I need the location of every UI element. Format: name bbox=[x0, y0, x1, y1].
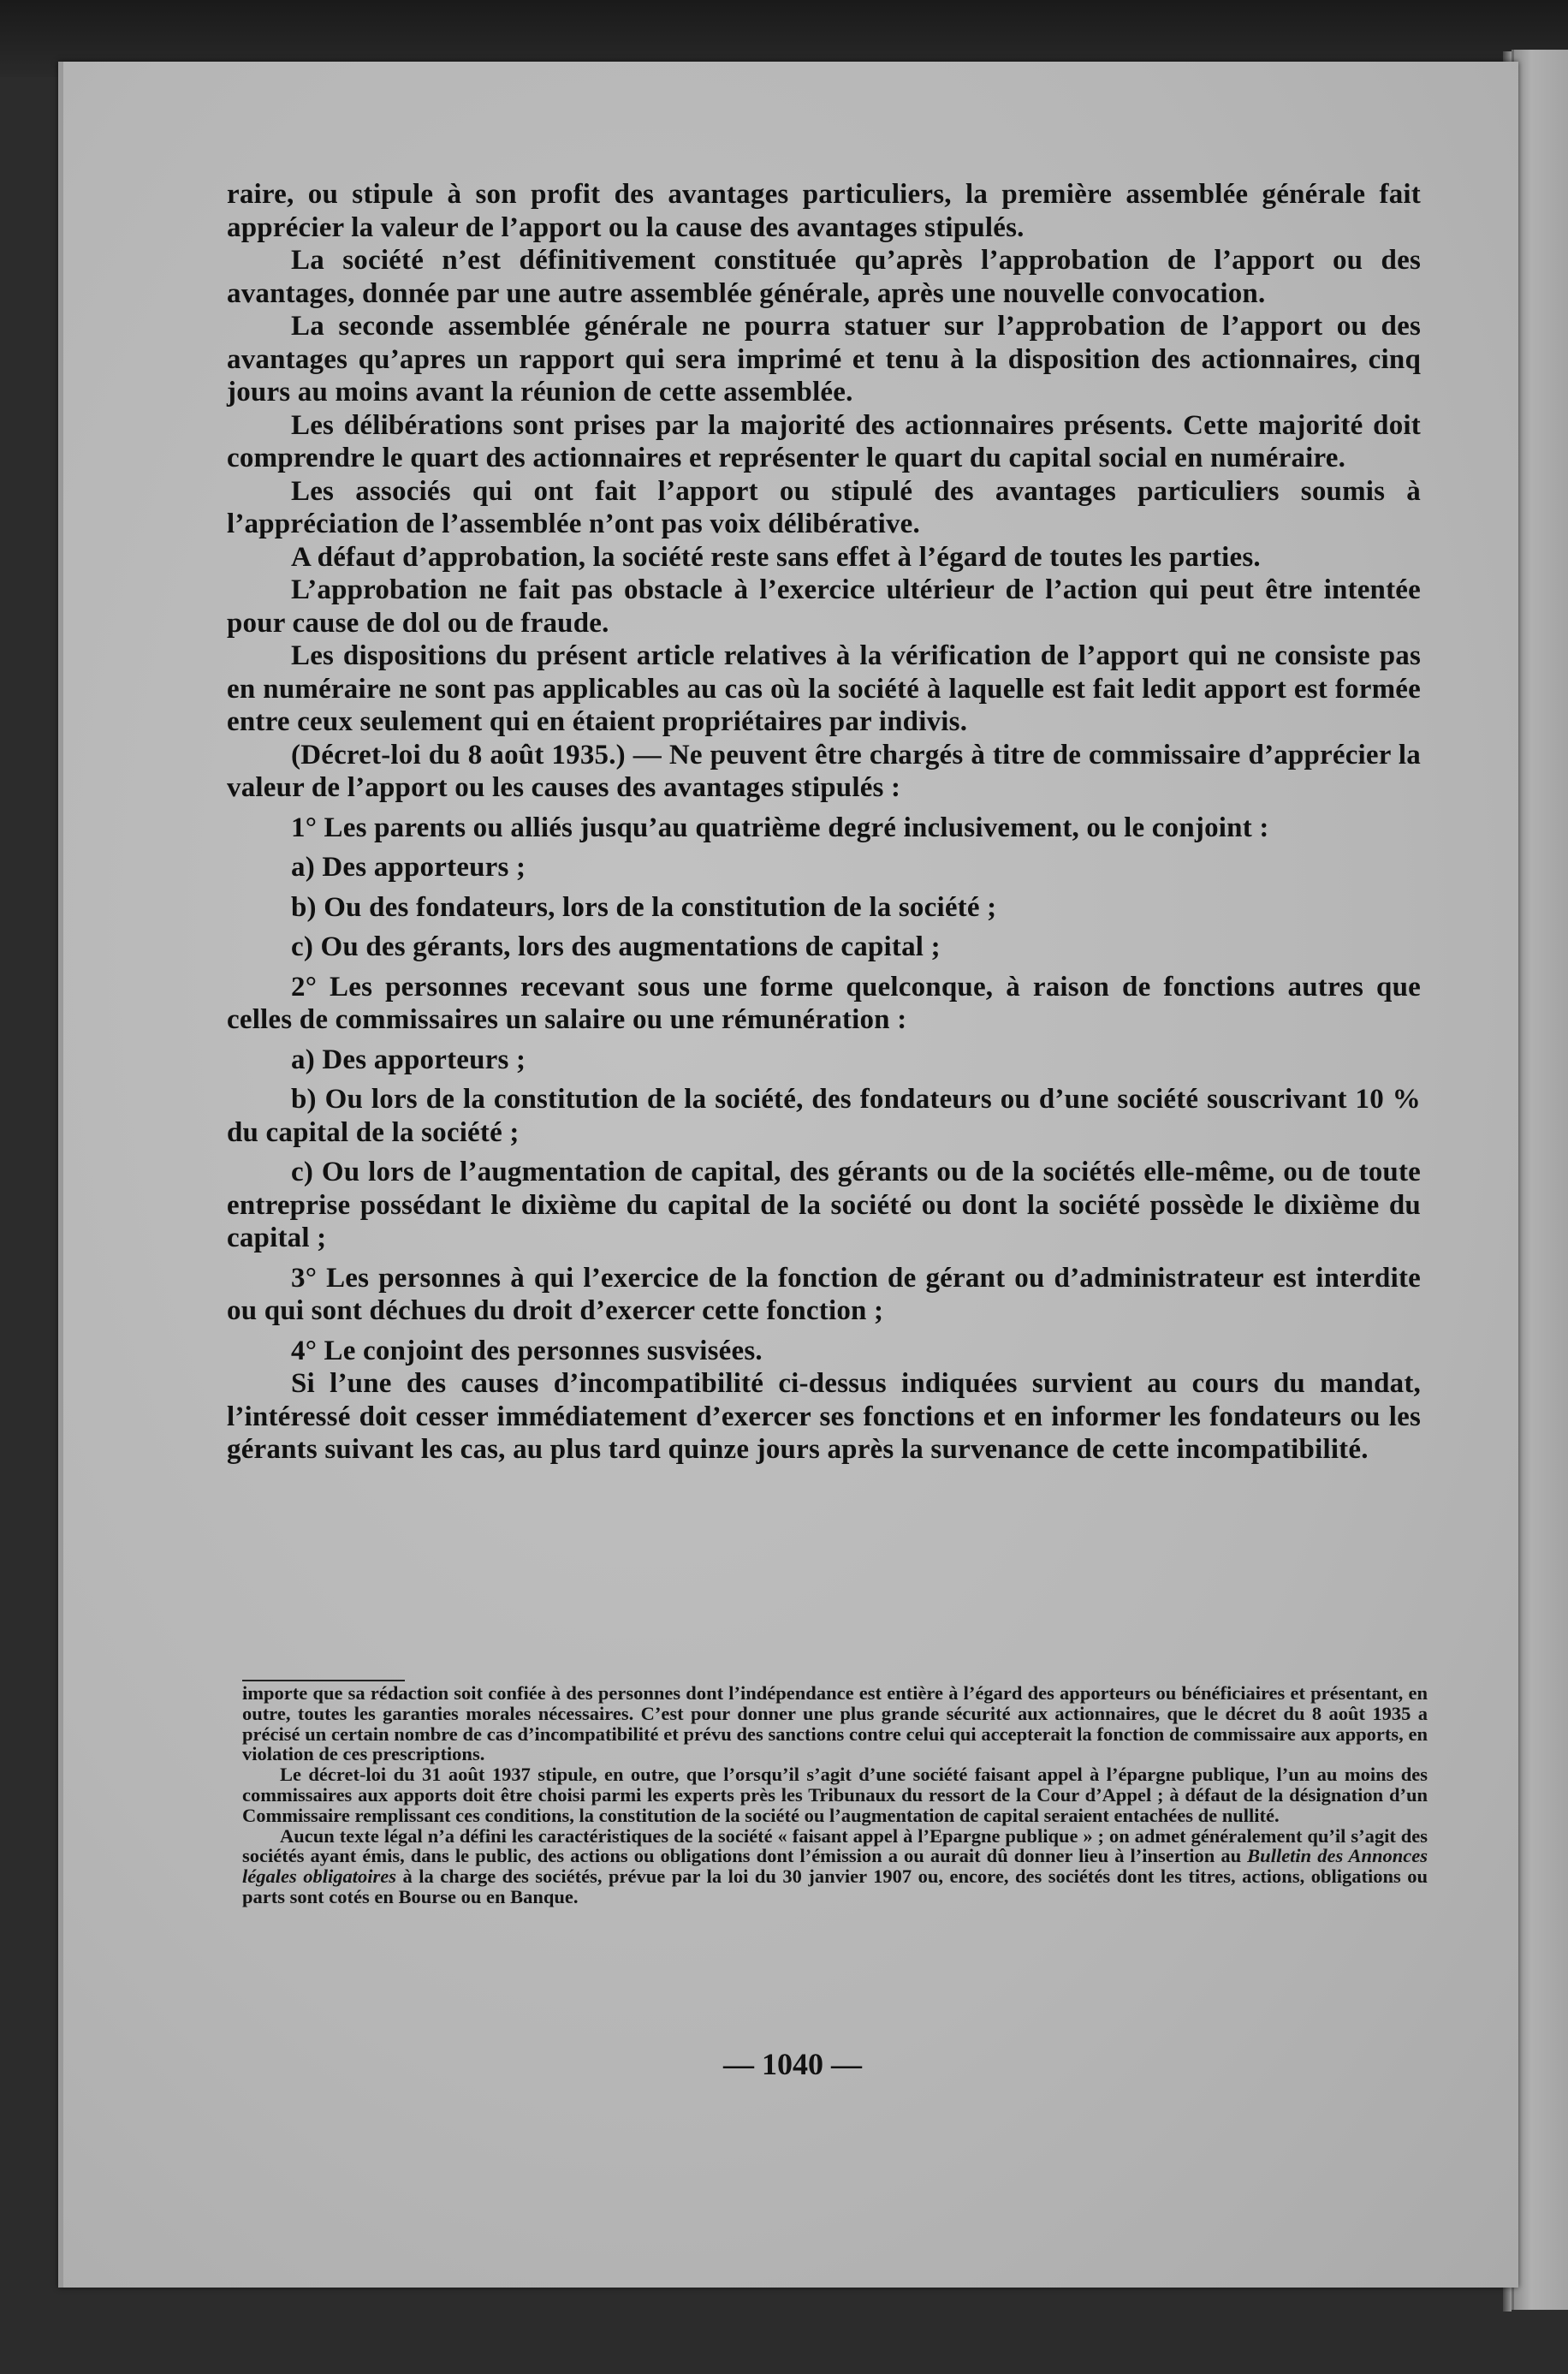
list-subitem: c) Ou lors de l’augmentation de capital, des gérants ou de la sociétés elle-même, ou de toute entreprise possédant le dixième du capital de la société ou dont la société possède le dixième du capital ; bbox=[227, 1157, 1421, 1253]
footnote-italic-title: Bulletin des Annonces légales obligatoires bbox=[242, 1845, 1428, 1888]
paragraph: Les dispositions du présent article relatives à la vérification de l’apport qui ne consiste pas en numéraire ne sont pas applicables au cas où la société à laquelle est fait ledit apport est formée entre ceux seulement qui en étaient propriétaires par indivis. bbox=[227, 640, 1421, 737]
adjacent-page-edge bbox=[1512, 50, 1568, 2310]
paragraph: La seconde assemblée générale ne pourra statuer sur l’approbation de l’apport ou des avantages qu’apres un rapport qui sera imprimé et tenu à la disposition des actionnaires, cinq jours au moins avant la réunion de cette assemblée. bbox=[227, 311, 1421, 408]
paragraph: La société n’est définitivement constituée qu’après l’approbation de l’apport ou des avantages, donnée par une autre assemblée générale, après une nouvelle convocation. bbox=[227, 245, 1421, 309]
paragraph: L’approbation ne fait pas obstacle à l’exercice ultérieur de l’action qui peut être intentée pour cause de dol ou de fraude. bbox=[227, 574, 1421, 639]
list-item: 2° Les personnes recevant sous une forme quelconque, à raison de fonctions autres que celles de commissaires un salaire ou une rémunération : bbox=[227, 971, 1421, 1035]
main-text bbox=[227, 178, 1421, 1467]
list-item: 1° Les parents ou alliés jusqu’au quatrième degré inclusivement, ou le conjoint : bbox=[291, 812, 1269, 843]
list-subitem: b) Ou des fondateurs, lors de la constitution de la société ; bbox=[291, 891, 997, 923]
list-subitem: c) Ou des gérants, lors des augmentations de capital ; bbox=[291, 931, 941, 962]
list-item: 4° Le conjoint des personnes susvisées. bbox=[291, 1335, 763, 1366]
list-subitem: a) Des apporteurs ; bbox=[291, 852, 526, 883]
paragraph: A défaut d’approbation, la société reste sans effet à l’égard de toutes les parties. bbox=[291, 541, 1261, 573]
paragraph: Les délibérations sont prises par la majorité des actionnaires présents. Cette majorité doit comprendre le quart des actionnaires et représenter le quart du capital social en numéraire. bbox=[227, 409, 1421, 473]
list-subitem: a) Des apporteurs ; bbox=[291, 1044, 526, 1075]
list-subitem: b) Ou lors de la constitution de la société, des fondateurs ou d’une société souscrivant 10 % du capital de la société ; bbox=[227, 1084, 1421, 1148]
footnote-paragraph: importe que sa rédaction soit confiée à des personnes dont l’indépendance est entière à l’égard des apporteurs ou bénéficiaires et présentant, en outre, toutes les garanties morales nécessaires. C’est pour donner une plus grande sécurité aux actionnaires, que le décret du 8 août 1935 a précisé un certain nombre de cas d’incompatibilité et prévu des sanctions contre celui qui accepterait la fonction de commissaire aux apports, en violation de ces prescriptions. bbox=[242, 1682, 1428, 1765]
page-number: — 1040 — bbox=[723, 2047, 862, 2081]
paragraph: raire, ou stipule à son profit des avantages particuliers, la première assemblée générale fait apprécier la valeur de l’apport ou la cause des avantages stipulés. bbox=[227, 179, 1421, 243]
paragraph: (Décret-loi du 8 août 1935.) — Ne peuvent être chargés à titre de commissaire d’apprécier la valeur de l’apport ou les causes des avantages stipulés : bbox=[227, 739, 1421, 803]
footnotes bbox=[242, 1683, 1428, 1907]
footnote-divider bbox=[242, 1680, 405, 1681]
footnote-paragraph bbox=[242, 1826, 1428, 1907]
footnote-paragraph: Le décret-loi du 31 août 1937 stipule, en outre, que l’orsqu’il s’agit d’une société faisant appel à l’épargne publique, l’un au moins des commissaires aux apports doit être choisi parmi les experts près les Tribunaux du ressort de la Cour d’Appel ; à défaut de la désignation d’un Commissaire remplissant ces conditions, la constitution de la société ou l’augmentation de capital seraient entachées de nullité. bbox=[242, 1764, 1428, 1826]
footnote-text: Aucun texte légal n’a défini les caractéristiques de la société « faisant appel à l’Epargne publique » ; on admet généralement qu’il s’agit des sociétés ayant émis, dans le public, des actions ou obligations dont l’émission a ou aurait dû donner lieu à l’insertion au bbox=[242, 1824, 1428, 1867]
list-item: 3° Les personnes à qui l’exercice de la fonction de gérant ou d’administrateur est interdite ou qui sont déchues du droit d’exercer cette fonction ; bbox=[227, 1262, 1421, 1326]
footnote-text: à la charge des sociétés, prévue par la loi du 30 janvier 1907 ou, encore, des sociétés dont les titres, actions, obligations ou parts sont cotés en Bourse ou en Banque. bbox=[242, 1865, 1428, 1907]
body-text bbox=[227, 178, 1421, 1467]
paragraph: Si l’une des causes d’incompatibilité ci-dessus indiquées survient au cours du mandat, l’intéressé doit cesser immédiatement d’exercer ses fonctions et en informer les fondateurs ou les gérants suivant les cas, au plus tard quinze jours après la survenance de cette incompatibilité. bbox=[227, 1368, 1421, 1465]
paragraph: Les associés qui ont fait l’apport ou stipulé des avantages particuliers soumis à l’appréciation de l’assemblée n’ont pas voix délibérative. bbox=[227, 475, 1421, 539]
